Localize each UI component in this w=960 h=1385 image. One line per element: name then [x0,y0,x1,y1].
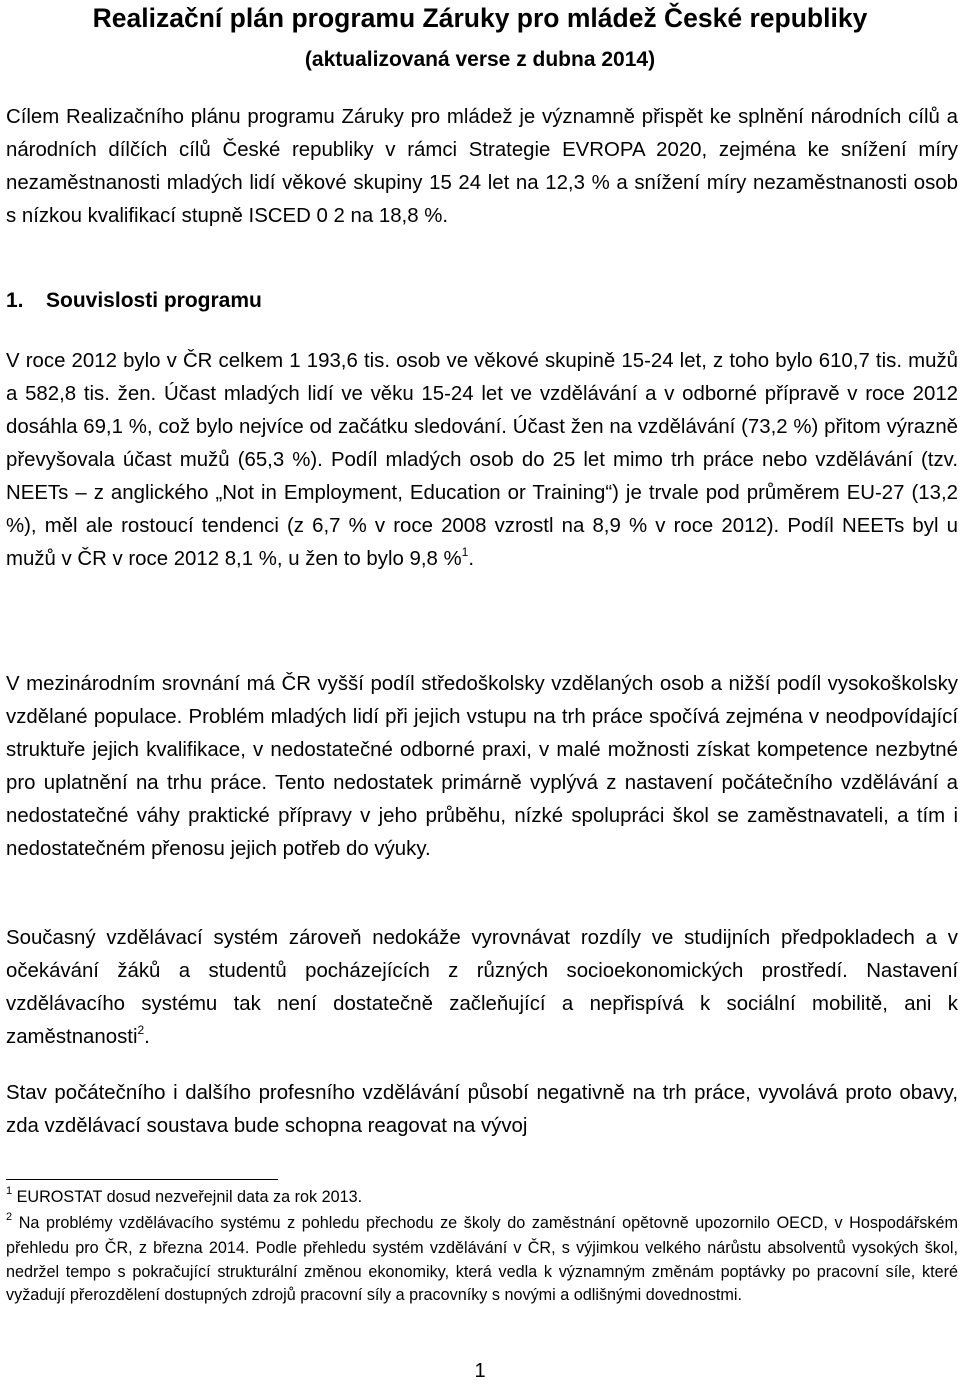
footnote-1 [6,1186,958,1211]
paragraph-youth-statistics [6,345,958,578]
footnote-text: Na problémy vzdělávacího systému z pohledu přechodu ze školy do zaměstnání opětovně upozornilo OECD, v Hospodářském přehledu pro ČR, z března 2014. Podle přehledu systém vzdělávání v ČR, s výjimkou velkého nárůstu absolventů vysokých škol, nedržel tempo s pokračující strukturální změnou ekonomiky, která vedla k významným změnám poptávky po pracovní síle, které vyžadují přerozdělení dostupných zdrojů pracovní síly a pracovníky s novými a odlišnými dovednostmi. [6,1214,958,1305]
paragraph-text: V roce 2012 bylo v ČR celkem 1 193,6 tis. osob ve věkové skupině 15-24 let, z toho bylo 610,7 tis. mužů a 582,8 tis. žen. Účast mladých lidí ve věku 15-24 let ve vzdělávání a v odborné přípravě v roce 2012 dosáhla 69,1 %, což bylo nejvíce od začátku sledování. Účast žen na vzdělávání (73,2 %) přitom výrazně převyšovala účast mužů (65,3 %). Podíl mladých osob do 25 let mimo trh práce nebo vzdělávání (tzv. NEETs – z anglického „Not in Employment, Education or Training“) je trvale pod průměrem EU-27 (13,2 %), měl ale rostoucí tendenci (z 6,7 % v roce 2008 vzrostl na 8,9 % v roce 2012). Podíl NEETs byl u mužů v ČR v roce 2012 8,1 %, u žen to bylo 9,8 % [6,350,958,570]
document-title: Realizační plán programu Záruky pro mládež České republiky [92,3,868,33]
footnote-ref-1[interactable]: 1 [461,545,469,559]
document-subtitle: (aktualizovaná verse z dubna 2014) [304,48,656,71]
footnote-mark: 2 [6,1211,13,1223]
footnote-ref-2[interactable]: 2 [137,1023,145,1037]
paragraph-vocational-training: Stav počátečního i dalšího profesního vzdělávání působí negativně na trh práce, vyvolává proto obavy, zda vzdělávací soustava bude schopna reagovat na vývoj [6,1082,958,1137]
paragraph-end: . [468,548,474,570]
paragraph-education-system [6,922,958,1056]
page-number: 1 [474,1360,486,1382]
intro-paragraph: Cílem Realizačního plánu programu Záruky pro mládež je významně přispět ke splnění národních cílů a národních dílčích cílů České republiky v rámci Strategie EVROPA 2020, zejména ke snížení míry nezaměstnanosti mladých lidí věkové skupiny 15 24 let na 12,3 % a snížení míry nezaměstnanosti osob s nízkou kvalifikací stupně ISCED 0 2 na 18,8 %. [6,106,958,227]
footnote-mark: 1 [6,1185,13,1197]
paragraph-end: . [144,1026,150,1048]
section-number: 1. [6,289,24,312]
paragraph-international-comparison: V mezinárodním srovnání má ČR vyšší podíl středoškolsky vzdělaných osob a nižší podíl vysokoškolsky vzdělané populace. Problém mladých lidí při jejich vstupu na trh práce spočívá zejména v neodpovídající struktuře jejich kvalifikace, v nedostatečné odborné praxi, v malé možnosti získat kompetence nezbytné pro uplatnění na trhu práce. Tento nedostatek primárně vyplývá z nastavení počátečního vzdělávání a nedostatečné váhy praktické přípravy v jeho průběhu, nízké spolupráci škol se zaměstnavateli, a tím i nedostatečném přenosu jejich potřeb do výuky. [6,673,958,860]
section-title: Souvislosti programu [46,289,262,312]
footnote-separator [6,1179,278,1180]
section-heading [6,289,262,313]
footnote-2 [6,1212,958,1308]
paragraph-text: Současný vzdělávací systém zároveň nedokáže vyrovnávat rozdíly ve studijních předpokladech a v očekávání žáků a studentů pocházejících z různých socioekonomických prostředí. Nastavení vzdělávacího systému tak není dostatečně začleňující a nepřispívá k sociální mobilitě, ani k zaměstnanosti [6,927,958,1048]
footnote-text: EUROSTAT dosud nezveřejnil data za rok 2013. [16,1188,363,1206]
